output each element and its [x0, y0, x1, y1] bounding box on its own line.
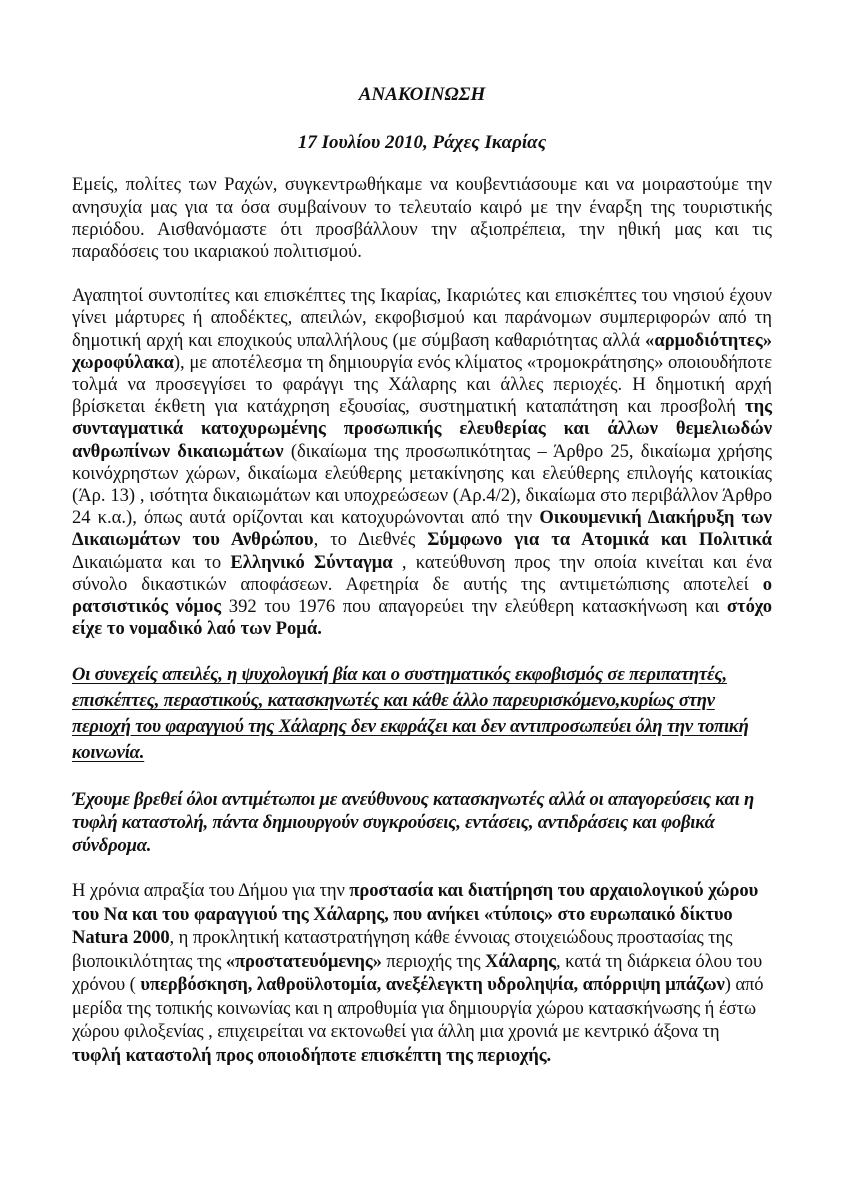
- paragraph-intro: [72, 174, 772, 263]
- paragraph-threats: [72, 662, 772, 766]
- text-segment: Αγαπητοί συντοπίτες και επισκέπτες της Ικαρίας, Ικαριώτες και επισκέπτες του νησιού έχουν γίνει μάρτυρες ή αποδέκτες, απειλών, εκφοβισμού και παράνομων συμπεριφορών από τη δημοτική αρχή και εποχικούς υπαλλήλους (με σύμβαση καθαριότητας αλλά: [72, 285, 772, 351]
- paragraph-intro-text: Εμείς, πολίτες των Ραχών, συγκεντρωθήκαμε να κουβεντιάσουμε και να μοιραστούμε την ανησυχία μας για τα όσα συμβαίνουν το τελευταίο καιρό με την έναρξη της τουριστικής περιόδου. Αισθανόμαστε ότι προσβάλλουν την αξιοπρέπεια, την ηθική μας και τις παραδόσεις του ικαριακού πολιτισμού.: [72, 174, 772, 263]
- bold-segment: ο ρατσιστικός νόμος: [72, 573, 772, 618]
- text-segment: Η χρόνια απραξία του Δήμου για την: [72, 880, 350, 902]
- paragraph-rights: [72, 285, 772, 640]
- text-segment: ), με αποτέλεσμα τη δημιουργία ενός κλίματος «τρομοκράτησης» οποιουδήποτε τολμά να προσεγγίσει το φαράγγι της Χάλαρης και άλλες περιοχές. Η δημοτική αρχή βρίσκεται έκθετη για κατάχρηση εξουσίας, συστηματική καταπάτηση και προσβολή: [72, 351, 772, 418]
- bold-segment: της συνταγματικά κατοχυρωμένης προσωπικής ελευθερίας και άλλων θεμελιωδών ανθρωπίνων δικαιωμάτων: [72, 396, 772, 462]
- bold-segment: «αρμοδιότητες» χωροφύλακα: [72, 329, 772, 373]
- bold-segment: υπερβόσκηση, λαθροϋλοτομία, ανεξέλεγκτη υδροληψία, απόρριψη μπάζων: [140, 974, 725, 996]
- bold-segment: τυφλή καταστολή προς οποιοδήποτε επισκέπτη της περιοχής.: [72, 1044, 552, 1066]
- text-segment: , κατά τη διάρκεια όλου του χρόνου (: [72, 950, 763, 996]
- bold-segment: στόχο είχε το νομαδικό λαό των Ρομά.: [72, 596, 772, 640]
- bold-segment: Ελληνικό Σύνταγμα: [230, 551, 393, 573]
- document-title: ΑΝΑΚΟΙΝΩΣΗ: [358, 84, 486, 105]
- text-segment: , η προκλητική καταστρατήγηση κάθε έννοιας στοιχειώδους προστασίας της βιοποικιλότητας της: [72, 927, 733, 972]
- paragraph-confrontation: [72, 788, 772, 857]
- text-segment: , το Διεθνές: [313, 529, 428, 551]
- text-segment: (δικαίωμα της προσωπικότητας – Άρθρο 25, δικαίωμα χρήσης κοινόχρηστων χώρων, δικαίωμα ελεύθερης μετακίνησης και ελεύθερης επιλογής κατοικίας (Άρ. 13) , ισότητα δικαιωμάτων και υποχρεώσεων (Αρ.4/2), δικαίωμα στο περιβάλλον Άρθρο 24 κ.α.), όπως αυτά ορίζονται και κατοχυρώνονται από την: [72, 440, 773, 529]
- paragraph-inaction: [72, 879, 772, 1067]
- document-dateline: 17 Ιουλίου 2010, Ράχες Ικαρίας: [297, 132, 547, 154]
- bold-segment: προστασία και διατήρηση του αρχαιολογικού χώρου του Να και του φαραγγιού της Χάλαρης, που ανήκει «τύποις» στο ευρωπαικό δίκτυο Natura 2000: [72, 880, 759, 949]
- paragraph-threats-text: Οι συνεχείς απειλές, η ψυχολογική βία και ο συστηματικός εκφοβισμός σε περιπατητές, επισκέπτες, περαστικούς, κατασκηνωτές και κάθε άλλο παρευρισκόμενο,κυρίως στην περιοχή του φαραγγιού της Χάλαρης δεν εκφράζει και δεν αντιπροσωπεύει όλη την τοπική κοινωνία.: [72, 664, 749, 764]
- bold-segment: Σύμφωνο για τα Ατομικά και Πολιτικά: [427, 529, 772, 551]
- bold-segment: «προστατευόμενης»: [225, 950, 382, 972]
- text-segment: 392 του 1976 που απαγορεύει την ελεύθερη κατασκήνωση και: [221, 596, 727, 618]
- document-page: [72, 84, 772, 1089]
- text-segment: , κατεύθυνση προς την οποία κινείται και ένα σύνολο δικαστικών αποφάσεων. Αφετηρία δε αυτής της αντιμετώπισης αποτελεί: [72, 551, 772, 595]
- text-segment: περιοχής της: [381, 950, 486, 972]
- bold-segment: Χάλαρης: [485, 950, 557, 972]
- paragraph-confrontation-text: Έχουμε βρεθεί όλοι αντιμέτωποι με ανεύθυνους κατασκηνωτές αλλά οι απαγορεύσεις και η τυφλή καταστολή, πάντα δημιουργούν συγκρούσεις, εντάσεις, αντιδράσεις και φοβικά σύνδρομα.: [72, 789, 755, 857]
- text-segment: Δικαιώματα και το: [72, 551, 231, 573]
- text-segment: ) από μερίδα της τοπικής κοινωνίας και η απροθυμία για δημιουργία χώρου κατασκήνωσης ή έστω χώρου φιλοξενίας , επιχειρείται να εκτονωθεί για άλλη μια χρονιά με κεντρικό άξονα τη: [72, 974, 764, 1043]
- bold-segment: Οικουμενική Διακήρυξη των Δικαιωμάτων του Ανθρώπου: [72, 507, 772, 551]
